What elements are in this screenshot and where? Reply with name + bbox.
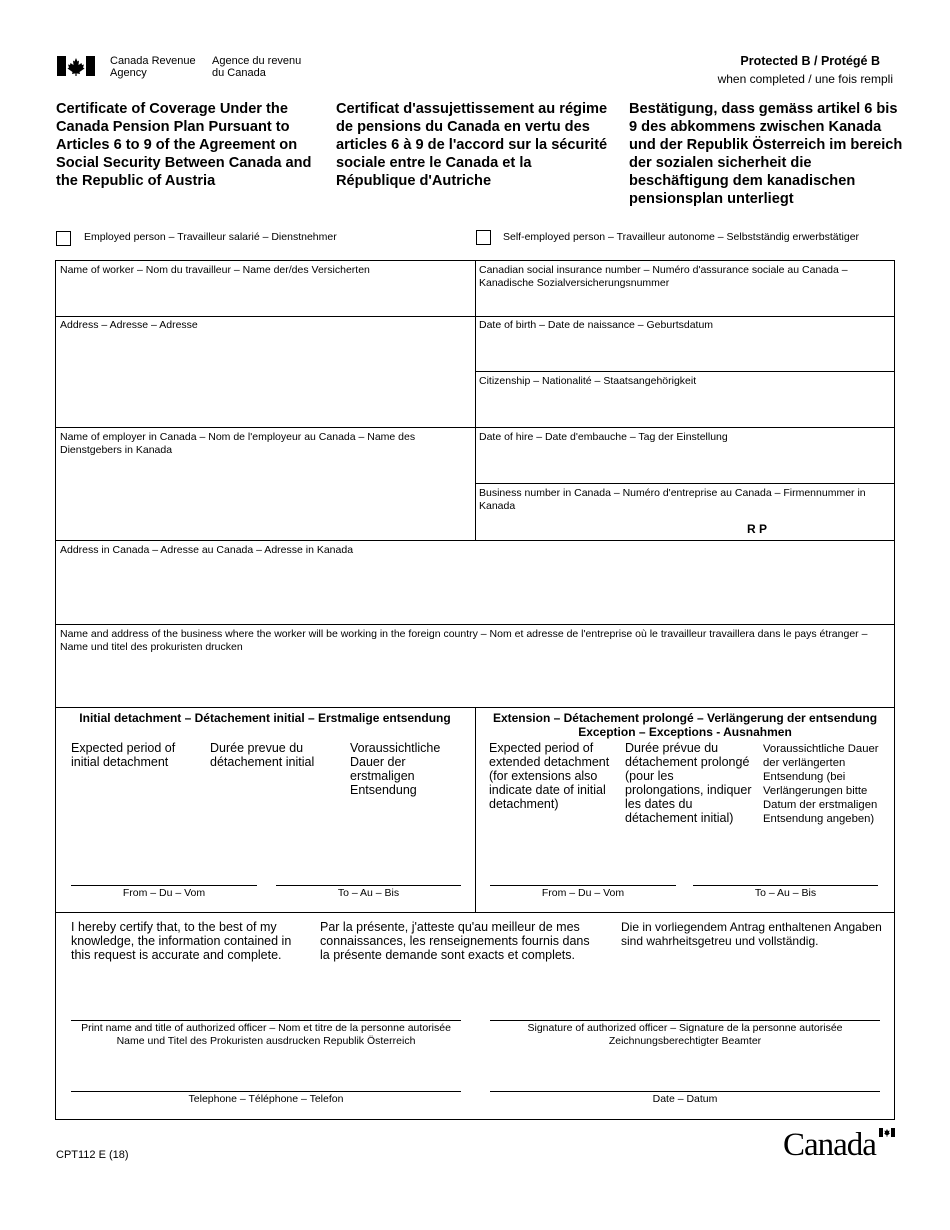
date-of-birth-field[interactable]: Date of birth – Date de naissance – Geburtsdatum — [479, 319, 714, 331]
extension-col-en: Expected period of extended detachment (for extensions also indicate date of initial detachment) — [489, 741, 610, 811]
when-completed-label: when completed / une fois rempli — [717, 72, 893, 86]
certify-fr: Par la présente, j'atteste qu'au meilleur de mes connaissances, les renseignements fournis dans la présente demande sont exacts et complets. — [320, 920, 590, 962]
date-line[interactable] — [490, 1091, 880, 1092]
date-label: Date – Datum — [652, 1093, 718, 1105]
initial-from-label: From – Du – Vom — [122, 887, 206, 899]
agency-name-fr: Agence du revenu du Canada — [212, 55, 302, 79]
initial-detachment-heading: Initial detachment – Détachement initial – Erstmalige entsendung — [79, 711, 451, 725]
rp-label: R P — [747, 522, 768, 536]
initial-col-en: Expected period of initial detachment — [71, 741, 176, 769]
title-fr: Certificat d'assujettissement au régime de pensions du Canada en vertu des articles 6 à 9 de l'accord sur la sécurité sociale entre le Canada et la République d'Autriche — [336, 101, 608, 189]
initial-from-line[interactable] — [71, 885, 257, 886]
address-in-canada-field[interactable]: Address in Canada – Adresse au Canada – Adresse in Kanada — [60, 544, 354, 556]
signature-label: Signature of authorized officer – Signature de la personne autorisée Zeichnungsberechtigter Beamter — [527, 1022, 843, 1047]
citizenship-field[interactable]: Citizenship – Nationalité – Staatsangehörigkeit — [479, 375, 697, 387]
agency-name-en: Canada Revenue Agency — [110, 55, 196, 79]
sin-field[interactable]: Canadian social insurance number – Numéro d'assurance sociale au Canada – Kanadische Sozialversicherungsnummer — [479, 264, 848, 289]
self-employed-checkbox[interactable] — [476, 230, 491, 245]
self-employed-label: Self-employed person – Travailleur autonome – Selbstständig erwerbstätiger — [503, 231, 860, 243]
address-field[interactable]: Address – Adresse – Adresse — [60, 319, 198, 331]
business-number-field[interactable]: Business number in Canada – Numéro d'entreprise au Canada – Firmennummer in Kanada — [479, 487, 866, 512]
date-of-hire-field[interactable]: Date of hire – Date d'embauche – Tag der Einstellung — [479, 431, 728, 443]
wordmark-flag-icon — [879, 1128, 895, 1137]
title-en: Certificate of Coverage Under the Canada Pension Plan Pursuant to Articles 6 to 9 of the Agreement on Social Security Between Canada and the Republic of Austria — [56, 101, 312, 189]
title-de: Bestätigung, dass gemäss artikel 6 bis 9 des abkommens zwischen Kanada und der Republik Österreich im bereich der sozialen sicherheit die beschäftigung dem kanadischen pensionsplan unterliegt — [629, 101, 903, 207]
form-code: CPT112 E (18) — [56, 1149, 129, 1161]
extension-from-label: From – Du – Vom — [541, 887, 625, 899]
telephone-label: Telephone – Téléphone – Telefon — [188, 1093, 344, 1105]
protected-label: Protected B / Protégé B — [740, 54, 880, 68]
certify-de: Die in vorliegendem Antrag enthaltenen Angaben sind wahrheitsgetreu und vollständig. — [621, 920, 882, 948]
extension-col-fr: Durée prévue du détachement prolongé (pour les prolongations, indiquer les dates du détachement initial) — [625, 741, 752, 825]
extension-col-de: Voraussichtliche Dauer der verlängerten Entsendung (bei Verlängerungen bitte Datum der erstmaligen Entsendung angeben) — [763, 743, 879, 825]
initial-col-de: Voraussichtliche Dauer der erstmaligen Entsendung — [350, 741, 441, 797]
initial-to-label: To – Au – Bis — [337, 887, 400, 899]
print-name-label: Print name and title of authorized officer – Nom et titre de la personne autorisée Name und Titel des Prokuristen ausdrucken Republik Österreich — [81, 1022, 451, 1047]
employed-label: Employed person – Travailleur salarié – Dienstnehmer — [84, 231, 337, 243]
employed-checkbox[interactable] — [56, 231, 71, 246]
initial-col-fr: Durée prevue du détachement initial — [210, 741, 315, 769]
certify-en: I hereby certify that, to the best of my knowledge, the information contained in this request is accurate and complete. — [71, 920, 292, 962]
initial-to-line[interactable] — [276, 885, 461, 886]
extension-heading: Extension – Détachement prolongé – Verlängerung der entsendung Exception – Exceptions - Ausnahmen — [492, 711, 878, 739]
extension-from-line[interactable] — [490, 885, 676, 886]
employer-name-field[interactable]: Name of employer in Canada – Nom de l'employeur au Canada – Name des Dienstgebers in Kanada — [60, 431, 416, 456]
canada-flag-icon — [57, 56, 95, 76]
name-of-worker-field[interactable]: Name of worker – Nom du travailleur – Name der/des Versicherten — [60, 264, 370, 276]
telephone-line[interactable] — [71, 1091, 461, 1092]
canada-wordmark: Canada — [783, 1125, 898, 1165]
extension-to-line[interactable] — [693, 885, 878, 886]
foreign-business-field[interactable]: Name and address of the business where the worker will be working in the foreign country – Nom et adresse de l'entreprise où le travailleur travaillera dans le pays étranger – Name und titel des prokuristen drucken — [60, 628, 868, 653]
extension-to-label: To – Au – Bis — [754, 887, 817, 899]
signature-line[interactable] — [490, 1020, 880, 1021]
print-name-line[interactable] — [71, 1020, 461, 1021]
